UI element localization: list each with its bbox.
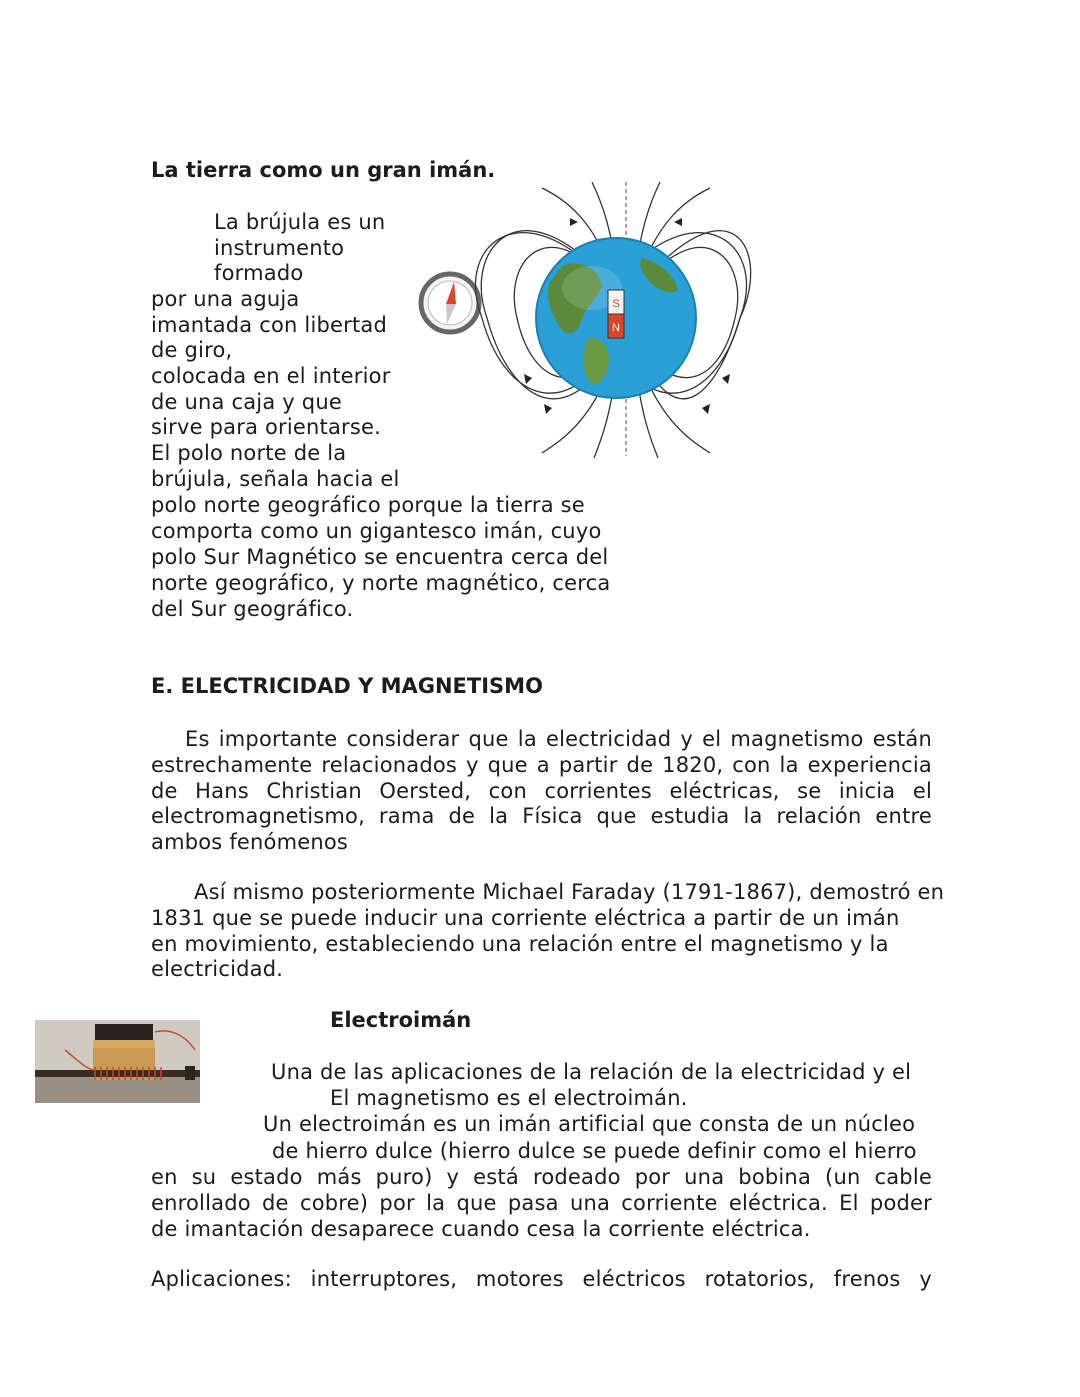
magnet-s-label: S bbox=[612, 298, 620, 310]
text-line: La brújula es un bbox=[214, 210, 386, 234]
text-line: imantada con libertad bbox=[151, 313, 388, 337]
text-line: Así mismo posteriormente Michael Faraday (1791-1867), demostró en bbox=[194, 880, 945, 904]
text-line: El polo norte de la bbox=[151, 441, 347, 465]
compass-icon bbox=[421, 274, 479, 332]
text-line: brújula, señala hacia el bbox=[151, 467, 400, 491]
text-line: por una aguja bbox=[151, 287, 300, 311]
text-line: Aplicaciones: interruptores, motores eléctricos rotatorios, frenos y bbox=[151, 1267, 932, 1291]
applications-line bbox=[151, 1267, 932, 1293]
bar-magnet bbox=[608, 290, 624, 338]
text-line: El magnetismo es el electroimán. bbox=[330, 1086, 688, 1110]
paragraph-electroiman bbox=[151, 1165, 932, 1242]
text-line: formado bbox=[214, 261, 304, 285]
paragraph-faraday bbox=[151, 880, 945, 983]
text-line: electromagnetismo, rama de la Física que estudia la relación entre bbox=[151, 804, 932, 829]
heading-earth-magnet: La tierra como un gran imán. bbox=[151, 158, 496, 182]
text-line: enrollado de cobre) por la que pasa una corriente eléctrica. El poder bbox=[151, 1190, 932, 1215]
text-line: de hierro dulce (hierro dulce se puede definir como el hierro bbox=[272, 1139, 917, 1163]
magnet-n-label: N bbox=[612, 322, 620, 334]
text-line: del Sur geográfico. bbox=[151, 597, 354, 621]
text-line: en su estado más puro) y está rodeado por una bobina (un cable bbox=[151, 1165, 932, 1189]
text-line: de Hans Christian Oersted, con corrientes eléctricas, se inicia el bbox=[151, 778, 932, 803]
heading-electroiman: Electroimán bbox=[330, 1008, 472, 1032]
text-line: colocada en el interior bbox=[151, 364, 391, 388]
section-title: E. ELECTRICIDAD Y MAGNETISMO bbox=[151, 674, 543, 698]
text-line: de una caja y que bbox=[151, 390, 342, 414]
text-line: polo Sur Magnético se encuentra cerca del bbox=[151, 545, 609, 569]
text-line: Es importante considerar que la electricidad y el magnetismo están bbox=[185, 727, 932, 751]
text-line: Una de las aplicaciones de la relación de la electricidad y el bbox=[271, 1060, 912, 1084]
text-line: sirve para orientarse. bbox=[151, 415, 382, 439]
text-line: instrumento bbox=[214, 236, 345, 260]
text-line: ambos fenómenos bbox=[151, 830, 349, 855]
text-line: en movimiento, estableciendo una relación entre el magnetismo y la bbox=[151, 931, 889, 956]
text-line: electricidad. bbox=[151, 957, 284, 982]
electromagnet-photo bbox=[35, 1020, 200, 1103]
text-line: estrechamente relacionados y que a partir de 1820, con la experiencia bbox=[151, 752, 932, 777]
text-line: polo norte geográfico porque la tierra se bbox=[151, 493, 585, 517]
paragraph-oersted bbox=[151, 727, 932, 856]
text-line: 1831 que se puede inducir una corriente eléctrica a partir de un imán bbox=[151, 905, 900, 930]
text-line: Un electroimán es un imán artificial que consta de un núcleo bbox=[263, 1112, 916, 1136]
text-line: de imantación desaparece cuando cesa la corriente eléctrica. bbox=[151, 1216, 811, 1241]
text-line: comporta como un gigantesco imán, cuyo bbox=[151, 519, 602, 543]
text-line: de giro, bbox=[151, 338, 233, 362]
earth-magnetic-field-figure bbox=[412, 178, 752, 460]
text-line: norte geográfico, y norte magnético, cerca bbox=[151, 571, 611, 595]
